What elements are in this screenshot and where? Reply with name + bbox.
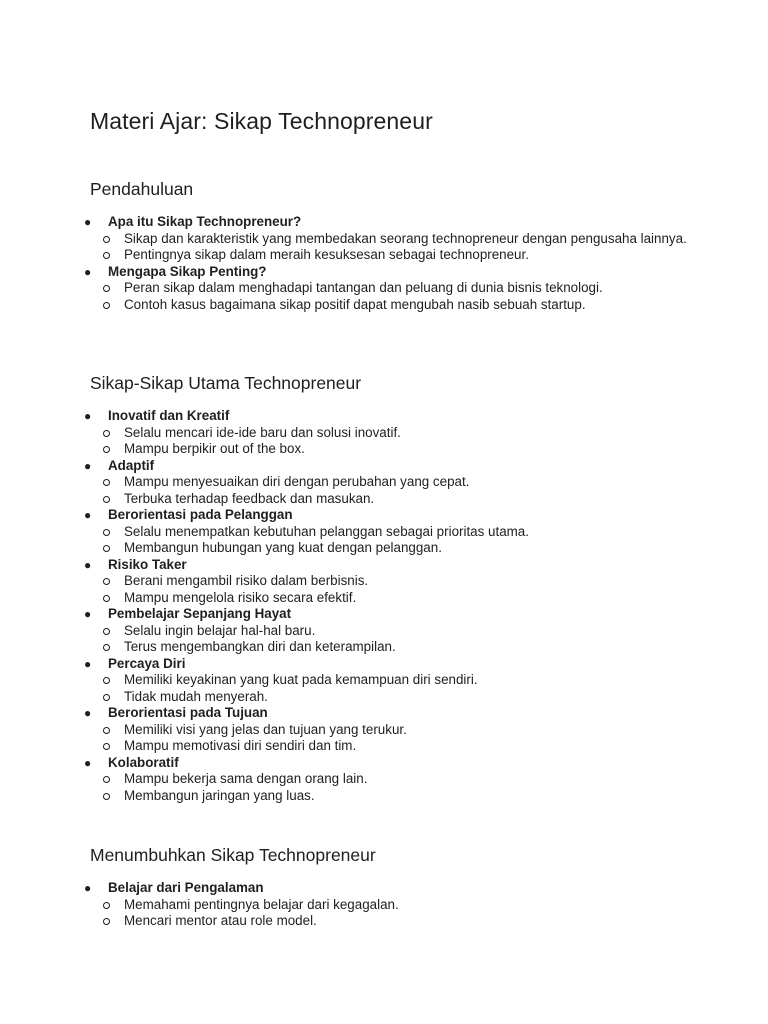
circle-bullet-icon: [103, 743, 110, 750]
list-item: [84, 606, 684, 656]
sub-list-item: Terbuka terhadap feedback dan masukan.: [84, 491, 689, 508]
bullet-icon: ●: [84, 656, 92, 671]
bullet-icon: ●: [84, 706, 92, 720]
bullet-icon: ●: [84, 881, 92, 895]
section-list-menumbuhkan: [84, 880, 684, 930]
sub-list-item: Membangun hubungan yang kuat dengan pelanggan.: [84, 540, 689, 557]
list-item-label: Apa itu Sikap Technopreneur?: [108, 214, 302, 229]
sub-list-item: Contoh kasus bagaimana sikap positif dapat mengubah nasib sebuah startup.: [84, 297, 689, 314]
section-heading-pendahuluan: Pendahuluan: [90, 179, 194, 199]
sub-list-item: Pentingnya sikap dalam meraih kesuksesan sebagai technopreneur.: [84, 247, 689, 264]
sub-list-item: Mampu mengelola risiko secara efektif.: [84, 590, 689, 607]
sub-list-item: Memiliki visi yang jelas dan tujuan yang terukur.: [84, 722, 689, 739]
list-item-label: Risiko Taker: [108, 556, 187, 572]
sub-list-item: Membangun jaringan yang luas.: [84, 788, 689, 805]
circle-bullet-icon: [103, 793, 110, 800]
bullet-icon: ●: [84, 409, 92, 423]
bullet-icon: ●: [84, 458, 92, 473]
circle-bullet-icon: [103, 595, 110, 602]
list-item-label: Percaya Diri: [108, 655, 186, 671]
section-heading-menumbuhkan: Menumbuhkan Sikap Technopreneur: [90, 845, 376, 865]
sub-list-item: Mampu berpikir out of the box.: [84, 441, 689, 458]
sub-list-item: Tidak mudah menyerah.: [84, 689, 689, 706]
sub-list-item: Selalu mencari ide-ide baru dan solusi inovatif.: [84, 425, 689, 442]
list-item: [84, 656, 684, 706]
circle-bullet-icon: [103, 446, 110, 453]
circle-bullet-icon: [103, 918, 110, 925]
sub-list-item: Mencari mentor atau role model.: [84, 913, 689, 930]
circle-bullet-icon: [103, 496, 110, 503]
bullet-icon: ●: [84, 264, 92, 279]
section-heading-sikap-utama: Sikap-Sikap Utama Technopreneur: [90, 373, 362, 393]
circle-bullet-icon: [103, 727, 110, 734]
list-item-label: Berorientasi pada Tujuan: [108, 705, 268, 720]
sub-list-item: Terus mengembangkan diri dan keterampilan.: [84, 639, 689, 656]
circle-bullet-icon: [103, 430, 110, 437]
circle-bullet-icon: [103, 236, 110, 243]
sub-list-item: Peran sikap dalam menghadapi tantangan dan peluang di dunia bisnis teknologi.: [84, 280, 689, 297]
sub-list-item: Memahami pentingnya belajar dari kegagalan.: [84, 897, 689, 914]
circle-bullet-icon: [103, 644, 110, 651]
circle-bullet-icon: [103, 694, 110, 701]
sub-list-item: Memiliki keyakinan yang kuat pada kemampuan diri sendiri.: [84, 672, 689, 689]
sub-list-item: Sikap dan karakteristik yang membedakan seorang technopreneur dengan pengusaha lainnya.: [84, 231, 689, 248]
sub-list-item: Mampu memotivasi diri sendiri dan tim.: [84, 738, 689, 755]
list-item: [84, 214, 687, 264]
circle-bullet-icon: [103, 902, 110, 909]
list-item: [84, 557, 684, 607]
list-item: [84, 705, 684, 755]
circle-bullet-icon: [103, 252, 110, 259]
circle-bullet-icon: [103, 285, 110, 292]
list-item: [84, 507, 684, 557]
list-item-label: Adaptif: [108, 457, 155, 473]
list-item-label: Kolaboratif: [108, 754, 179, 770]
circle-bullet-icon: [103, 677, 110, 684]
list-item: [84, 264, 684, 314]
list-item-label: Mengapa Sikap Penting?: [108, 263, 267, 279]
bullet-icon: ●: [84, 755, 92, 770]
list-item: [84, 408, 684, 458]
page-title: Materi Ajar: Sikap Technopreneur: [90, 108, 433, 134]
bullet-icon: ●: [84, 557, 92, 572]
circle-bullet-icon: [103, 302, 110, 309]
circle-bullet-icon: [103, 578, 110, 585]
bullet-icon: ●: [84, 607, 92, 621]
list-item-label: Pembelajar Sepanjang Hayat: [108, 606, 292, 621]
list-item: [84, 880, 684, 930]
list-item: [84, 755, 684, 805]
circle-bullet-icon: [103, 776, 110, 783]
section-list-pendahuluan: [84, 214, 687, 313]
sub-list-item: Selalu ingin belajar hal-hal baru.: [84, 623, 689, 640]
circle-bullet-icon: [103, 545, 110, 552]
sub-list-item: Berani mengambil risiko dalam berbisnis.: [84, 573, 689, 590]
circle-bullet-icon: [103, 479, 110, 486]
circle-bullet-icon: [103, 529, 110, 536]
list-item-label: Belajar dari Pengalaman: [108, 880, 264, 895]
list-item-label: Inovatif dan Kreatif: [108, 408, 230, 423]
sub-list-item: Mampu bekerja sama dengan orang lain.: [84, 771, 689, 788]
section-list-sikap-utama: [84, 408, 684, 804]
bullet-icon: ●: [84, 215, 92, 229]
sub-list-item: Selalu menempatkan kebutuhan pelanggan sebagai prioritas utama.: [84, 524, 689, 541]
circle-bullet-icon: [103, 628, 110, 635]
sub-list-item: Mampu menyesuaikan diri dengan perubahan yang cepat.: [84, 474, 689, 491]
bullet-icon: ●: [84, 508, 92, 522]
list-item: [84, 458, 684, 508]
list-item-label: Berorientasi pada Pelanggan: [108, 507, 293, 522]
